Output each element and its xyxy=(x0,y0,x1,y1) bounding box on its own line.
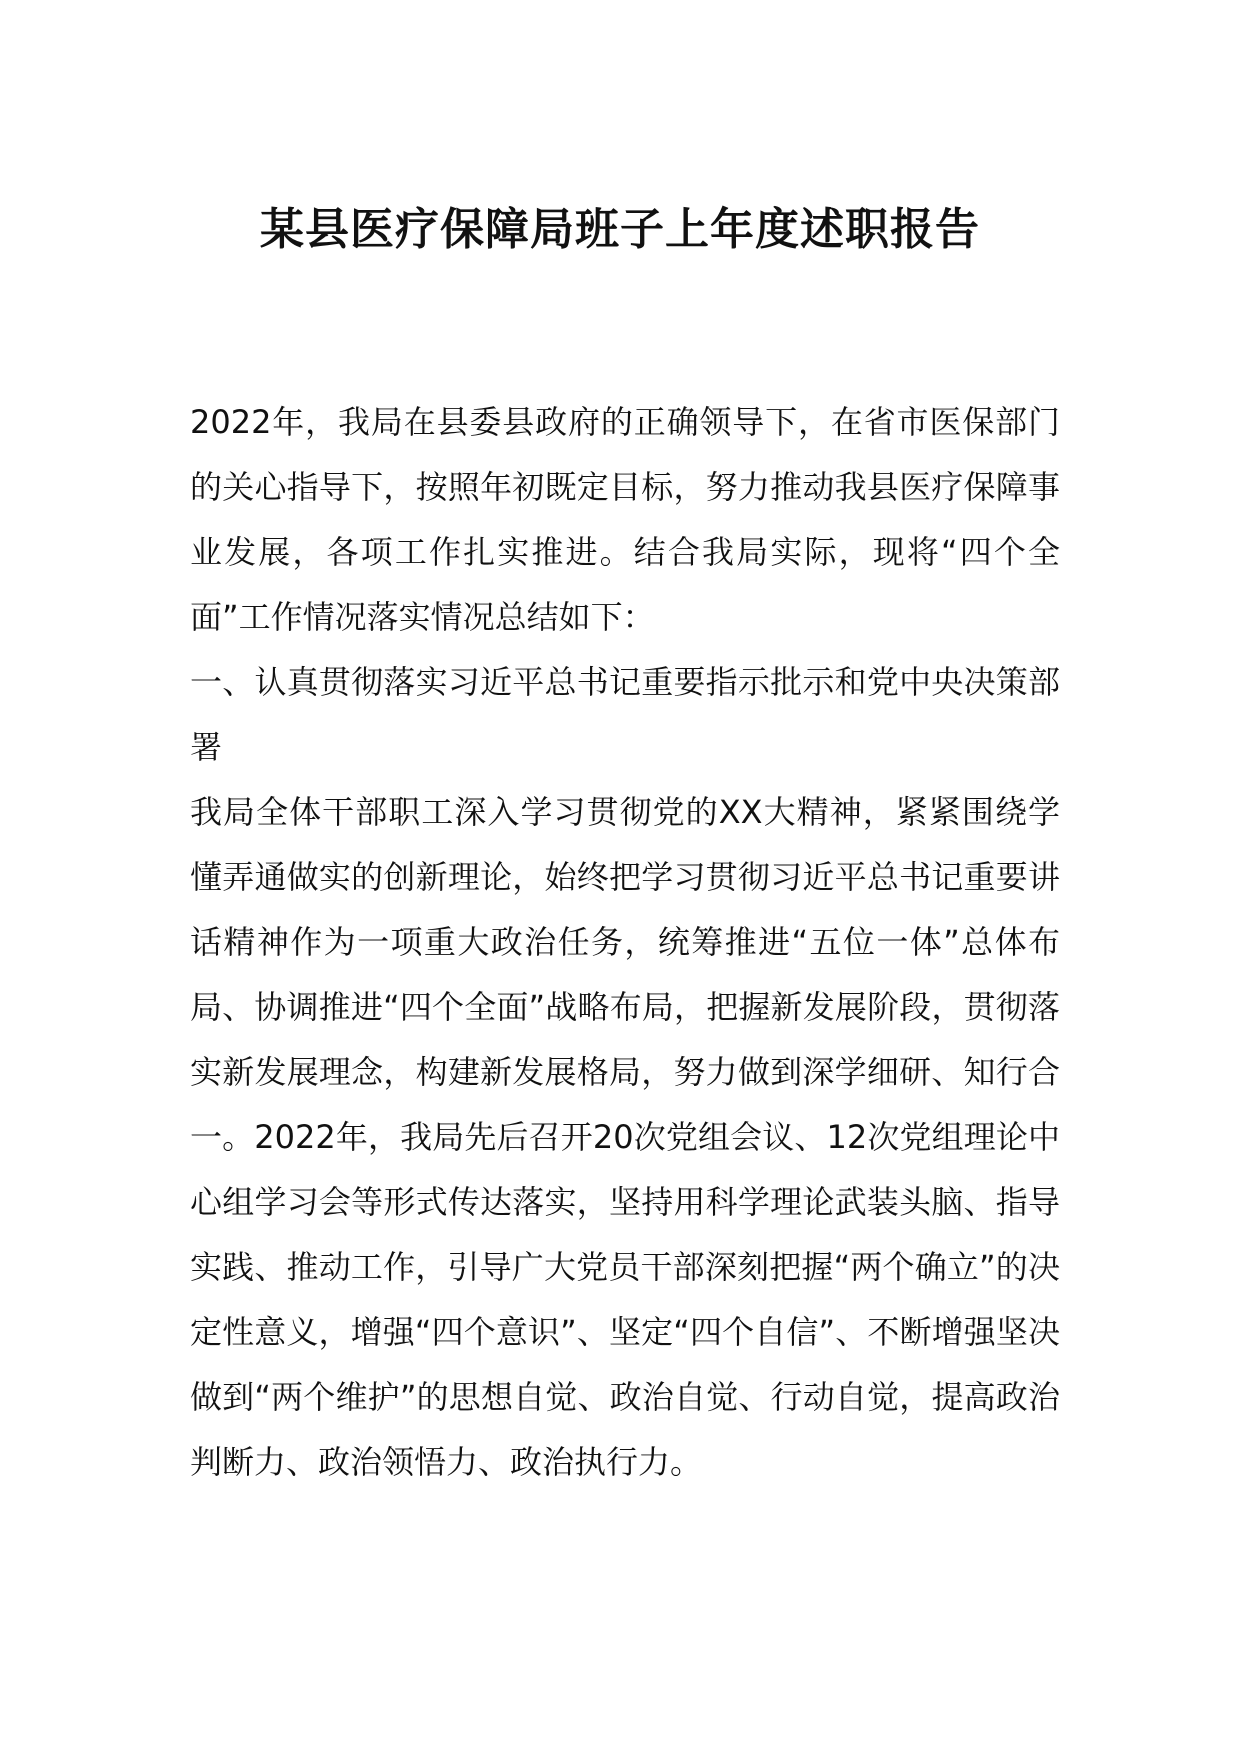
document-body xyxy=(190,390,1060,1495)
document-title: 某县医疗保障局班子上年度述职报告 xyxy=(260,204,980,255)
section-heading-1: 一、认真贯彻落实习近平总书记重要指示批示和党中央决策部署 xyxy=(190,663,1060,766)
section-paragraph-1: 我局全体干部职工深入学习贯彻党的XX大精神，紧紧围绕学懂弄通做实的创新理论，始终把学习贯彻习近平总书记重要讲话精神作为一项重大政治任务，统筹推进“五位一体”总体布局、协调推进“四个全面”战略布局，把握新发展阶段，贯彻落实新发展理念，构建新发展格局，努力做到深学细研、知行合一。2022年，我局先后召开20次党组会议、12次党组理论中心组学习会等形式传达落实，坚持用科学理论武装头脑、指导实践、推动工作，引导广大党员干部深刻把握“两个确立”的决定性意义，增强“四个意识”、坚定“四个自信”、不断增强坚决做到“两个维护”的思想自觉、政治自觉、行动自觉，提高政治判断力、政治领悟力、政治执行力。 xyxy=(190,793,1060,1481)
intro-paragraph: 2022年，我局在县委县政府的正确领导下，在省市医保部门的关心指导下，按照年初既定目标，努力推动我县医疗保障事业发展，各项工作扎实推进。结合我局实际，现将“四个全面”工作情况落实情况总结如下： xyxy=(190,403,1060,636)
